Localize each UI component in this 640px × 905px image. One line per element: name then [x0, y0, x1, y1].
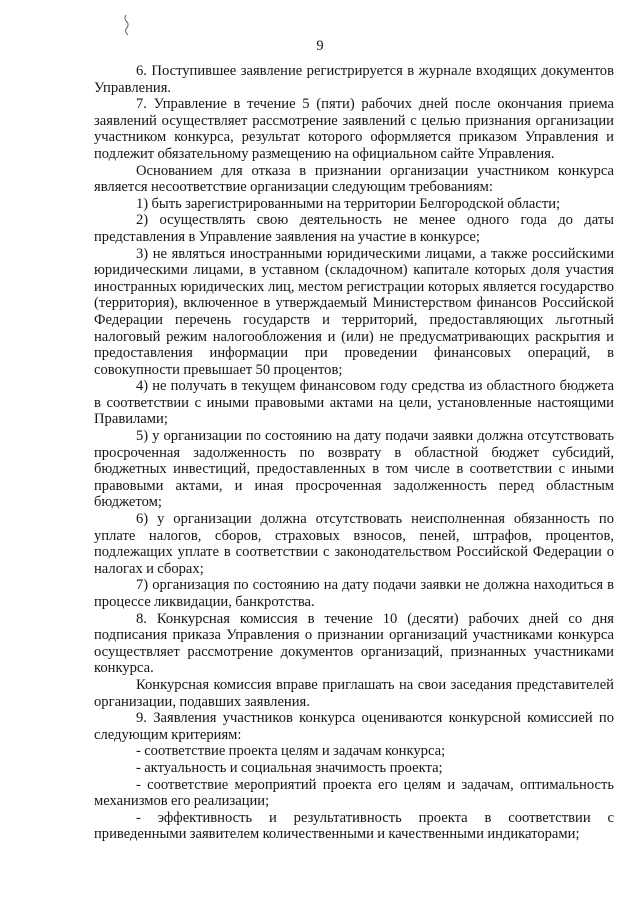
paragraph-item-6: 6. Поступившее заявление регистрируется в журнале входящих документов Управления.: [94, 63, 614, 96]
handwritten-mark: [122, 14, 134, 36]
criterion-2: - актуальность и социальная значимость проекта;: [136, 759, 443, 776]
paragraph-commission-invite: Конкурсная комиссия вправе приглашать на свои заседания представителей организации, подавших заявления.: [94, 676, 614, 710]
criterion-1: - соответствие проекта целям и задачам конкурса;: [136, 743, 446, 760]
requirement-2: 2) осуществлять свою деятельность не менее одного года до даты представления в Управление заявления на участие в конкурсе;: [94, 212, 614, 245]
requirement-4: 4) не получать в текущем финансовом году средства из областного бюджета в соответствии с иными правовыми актами на цели, установленные настоящими Правилами;: [94, 378, 614, 428]
criterion-3: - соответствие мероприятий проекта его целям и задачам, оптимальность механизмов его реализации;: [94, 776, 614, 810]
requirement-1: 1) быть зарегистрированными на территории Белгородской области;: [136, 195, 561, 212]
criterion-4: - эффективность и результативность проекта в соответствии с приведенными заявителем количественными и качественными индикаторами;: [94, 809, 614, 843]
requirement-7: 7) организация по состоянию на дату подачи заявки не должна находиться в процессе ликвидации, банкротства.: [94, 577, 614, 610]
page-number: 9: [316, 38, 324, 54]
paragraph-item-7: 7. Управление в течение 5 (пяти) рабочих дней после окончания приема заявлений осуществляет рассмотрение заявлений с целью признания организации участником конкурса, результат которого оформляется приказом Управления и подлежит обязательному размещению на официальном сайте Управления.: [94, 96, 614, 162]
document-body: [94, 63, 614, 843]
paragraph-item-9: 9. Заявления участников конкурса оцениваются конкурсной комиссией по следующим критериям:: [94, 710, 614, 743]
paragraph-item-8: 8. Конкурсная комиссия в течение 10 (десяти) рабочих дней со дня подписания приказа Управления о признании организаций участниками конкурса осуществляет рассмотрение документов организаций, признанных участниками конкурса.: [94, 610, 614, 677]
requirement-3: 3) не являться иностранными юридическими лицами, а также российскими юридическими лицами, в уставном (складочном) капитале которых доля участия иностранных юридических лиц, местом регистрации которых является государство (территория), включенное в утверждаемый Министерством финансов Российской Федерации перечень государств и территорий, предоставляющих льготный налоговый режим налогообложения и (или) не предусматривающих раскрытия и предоставления информации при проведении финансовых операций, в совокупности превышает 50 процентов;: [94, 245, 614, 378]
requirement-5: 5) у организации по состоянию на дату подачи заявки должна отсутствовать просроченная задолженность по возврату в областной бюджет субсидий, бюджетных инвестиций, предоставленных в том числе в соответствии с иными правовыми актами, и иная просроченная задолженность перед областным бюджетом;: [94, 428, 614, 511]
requirement-6: 6) у организации должна отсутствовать неисполненная обязанность по уплате налогов, сборов, страховых взносов, пеней, штрафов, процентов, подлежащих уплате в соответствии с законодательством Российской Федерации о налогах и сборах;: [94, 511, 614, 577]
paragraph-refusal-grounds: Основанием для отказа в признании организации участником конкурса является несоответствие организации следующим требованиям:: [94, 162, 614, 196]
